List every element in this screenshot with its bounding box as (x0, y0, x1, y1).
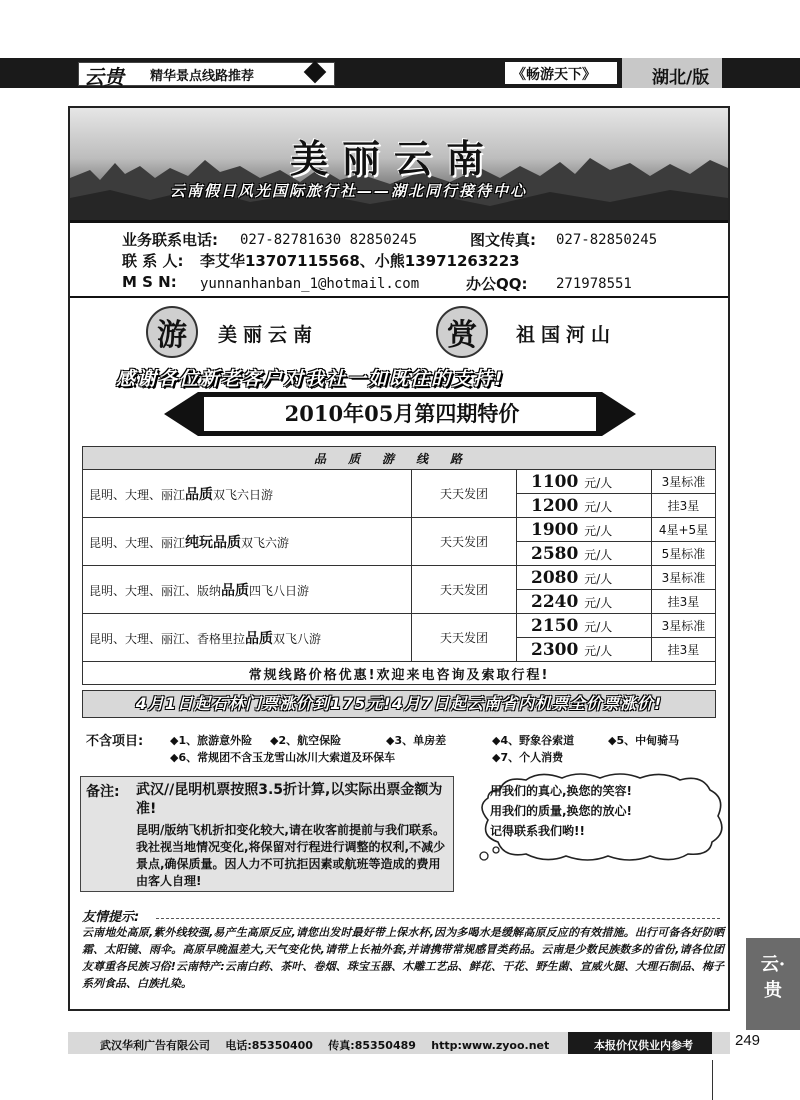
header-subtitle: 精华景点线路推荐 (150, 69, 255, 84)
exclude-item: ◆6、常规团不含玉龙雪山冰川大索道及环保车 (170, 751, 396, 764)
hotel-standard: 4星+5星 (652, 518, 716, 542)
cloud-line: 记得联系我们哟!! (490, 824, 585, 838)
msn-label: M S N: (122, 273, 177, 291)
price: 2080 元/人 (517, 566, 652, 590)
price: 2580 元/人 (517, 542, 652, 566)
header-publication: 《畅游天下》 (512, 67, 596, 83)
table-header: 品质游线路 (83, 447, 716, 470)
tour-badge-icon: 游 (146, 306, 198, 358)
section-tab-line: 贵 (764, 980, 782, 1001)
footer-fax: 传真:85350489 (328, 1039, 416, 1052)
exclude-item: ◆1、旅游意外险 (170, 734, 253, 747)
banner-title: 美丽云南 (290, 136, 499, 181)
person-label: 联 系 人: (122, 252, 184, 270)
routes-table (82, 446, 716, 685)
fax-value: 027-82850245 (556, 232, 658, 248)
table-row (83, 566, 716, 590)
divider (70, 220, 728, 223)
tips-body: 云南地处高原,紫外线较强,易产生高原反应,请您出发时最好带上保水杯,因为多喝水是缓解高原反应的有效措施。出行可备各好防晒霜、太阳镜、雨伞。高原早晚温差大,天气变化快,请带上长袖外套,并请携带常规感冒类药品。云南是少数民族数多的省份,请各位团友尊重各民族习俗!云南特产:云南白药、茶叶、卷烟、珠宝玉器、木雕工艺品、鲜花、干花、野生菌、宣威火腿、大理石制品、梅子系列食品、白族扎染。 (82, 926, 724, 990)
exclude-item: ◆7、个人消费 (492, 751, 564, 764)
route-name: 昆明、大理、丽江、香格里拉品质双飞八游 (83, 614, 412, 662)
exclude-item: ◆3、单房差 (386, 734, 447, 747)
page-number: 249 (735, 1032, 761, 1049)
special-title: 2010年05月第四期特价 (284, 401, 520, 426)
slogan-left: 美丽云南 (218, 324, 319, 346)
price: 2150 元/人 (517, 614, 652, 638)
phone-value: 027-82781630 82850245 (240, 232, 418, 248)
phone-label: 业务联系电话: (122, 231, 218, 249)
hotel-standard: 挂3星 (652, 494, 716, 518)
person-value: 李艾华13707115568、小熊13971263223 (200, 252, 520, 270)
cloud-line: 用我们的真心,换您的笑容! (490, 784, 633, 798)
footer-phone: 电话:85350400 (225, 1039, 313, 1052)
exclude-item: ◆2、航空保险 (270, 734, 342, 747)
price: 1200 元/人 (517, 494, 652, 518)
departure: 天天发团 (412, 470, 517, 518)
excludes-label: 不含项目: (86, 734, 144, 749)
section-tab (746, 938, 800, 1030)
footer-web: http:www.zyoo.net (431, 1039, 550, 1052)
route-name: 昆明、大理、丽江纯玩品质双飞六游 (83, 518, 412, 566)
header-region-label: 湖北/版 (652, 68, 710, 88)
header-brand: 云贵 (84, 65, 124, 89)
table-footer-note: 常规线路价格优惠!欢迎来电咨询及索取行程! (83, 662, 716, 685)
footer-company: 武汉华利广告有限公司 (100, 1039, 210, 1052)
table-row (83, 518, 716, 542)
price: 1100 元/人 (517, 470, 652, 494)
cloud-line: 用我们的质量,换您的放心! (490, 804, 633, 818)
remarks-headline: 武汉//昆明机票按照3.5折计算,以实际出票金额为准! (136, 782, 443, 817)
qq-value: 271978551 (556, 276, 632, 292)
hotel-standard: 3星标准 (652, 566, 716, 590)
qq-label: 办公QQ: (466, 275, 528, 293)
departure: 天天发团 (412, 566, 517, 614)
table-row (83, 470, 716, 494)
exclude-item: ◆5、中甸骑马 (608, 734, 680, 747)
divider (156, 918, 720, 919)
hotel-standard: 3星标准 (652, 614, 716, 638)
view-badge-icon: 赏 (436, 306, 488, 358)
footer-info (100, 1037, 549, 1053)
hotel-standard: 5星标准 (652, 542, 716, 566)
header-region (622, 58, 722, 88)
price: 2240 元/人 (517, 590, 652, 614)
hotel-standard: 挂3星 (652, 638, 716, 662)
section-tab-line: 云· (760, 954, 786, 975)
msn-value: yunnanhanban_1@hotmail.com (200, 276, 420, 292)
route-name: 昆明、大理、丽江品质双飞六日游 (83, 470, 412, 518)
divider (712, 1060, 713, 1100)
divider (70, 296, 728, 298)
thanks-banner: 感谢各位新老客户对我社一如既往的支持! (116, 368, 505, 390)
agency-name: 云南假日风光国际旅行社——湖北同行接待中心 (170, 182, 528, 200)
tips-label: 友情提示: (82, 910, 140, 925)
hotel-standard: 3星标准 (652, 470, 716, 494)
departure: 天天发团 (412, 518, 517, 566)
route-name: 昆明、大理、丽江、版纳品质四飞八日游 (83, 566, 412, 614)
slogan-right: 祖国河山 (516, 324, 617, 346)
hotel-standard: 挂3星 (652, 590, 716, 614)
table-row (83, 614, 716, 638)
price-notice: 4月1日起石林门票涨价到175元!4月7日起云南省内机票全价票涨价! (82, 690, 716, 718)
fax-label: 图文传真: (470, 231, 536, 249)
remarks-label: 备注: (86, 784, 120, 800)
remarks-body: 昆明/版纳飞机折扣变化较大,请在收客前提前与我们联系。我社视当地情况变化,将保留对行程进行调整的权利,不减少景点,确保质量。因人力不可抗拒因素或航班等造成的费用由客人自理! (136, 823, 446, 888)
price: 2300 元/人 (517, 638, 652, 662)
price: 1900 元/人 (517, 518, 652, 542)
exclude-item: ◆4、野象谷索道 (492, 734, 575, 747)
departure: 天天发团 (412, 614, 517, 662)
footer-note: 本报价仅供业内参考 (594, 1039, 693, 1052)
